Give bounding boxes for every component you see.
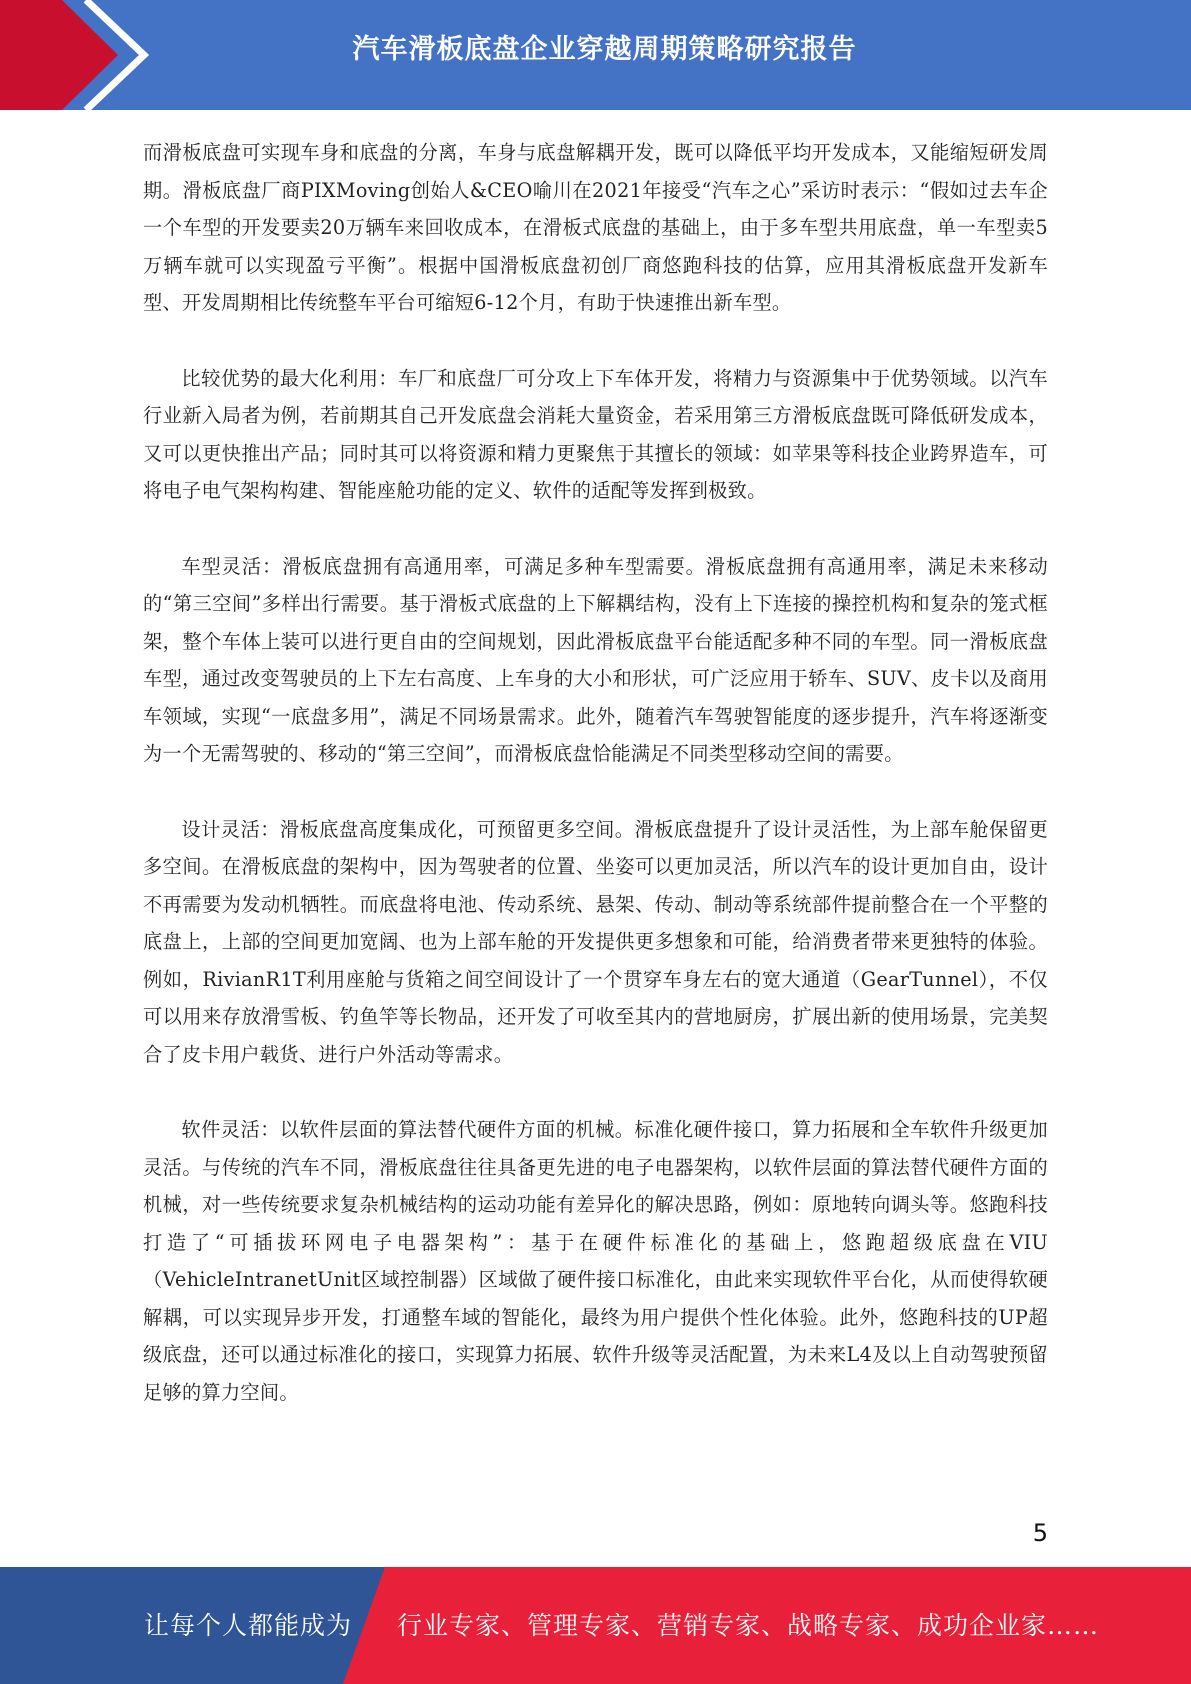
paragraph-model-flexibility: 车型灵活：滑板底盘拥有高通用率，可满足多种车型需要。滑板底盘拥有高通用率，满足未来移动的“第三空间”多样出行需要。基于滑板式底盘的上下解耦结构，没有上下连接的操控机构和复杂的笼式框架，整个车体上装可以进行更自由的空间规划，因此滑板底盘平台能适配多种不同的车型。同一滑板底盘车型，通过改变驾驶员的上下左右高度、上车身的大小和形状，可广泛应用于轿车、SUV、皮卡以及商用车领域，实现“一底盘多用”，满足不同场景需求。此外，随着汽车驾驶智能度的逐步提升，汽车将逐渐变为一个无需驾驶的、移动的“第三空间”，而滑板底盘恰能满足不同类型移动空间的需要。 bbox=[143, 554, 1048, 765]
paragraph-chassis-decoupling: 而滑板底盘可实现车身和底盘的分离，车身与底盘解耦开发，既可以降低平均开发成本，又能缩短研发周期。滑板底盘厂商PIXMoving创始人&CEO喻川在2021年接受“汽车之心”采访时表示：“假如过去车企一个车型的开发要卖20万辆车来回收成本，在滑板式底盘的基础上，由于多车型共用底盘，单一车型卖5万辆车就可以实现盈亏平衡”。根据中国滑板底盘初创厂商悠跑科技的估算，应用其滑板底盘开发新车型、开发周期相比传统整车平台可缩短6-12个月，有助于快速推出新车型。 bbox=[143, 141, 1048, 314]
report-title: 汽车滑板底盘企业穿越周期策略研究报告 bbox=[352, 34, 857, 65]
paragraph-software-flexibility: 软件灵活：以软件层面的算法替代硬件方面的机械。标准化硬件接口，算力拓展和全车软件升级更加灵活。与传统的汽车不同，滑板底盘往往具备更先进的电子电器架构，以软件层面的算法替代硬件方面的机械，对一些传统要求复杂机械结构的运动功能有差异化的解决思路，例如：原地转向调头等。悠跑科技打造了“可插拔环网电子电器架构”：基于在硬件标准化的基础上，悠跑超级底盘在VIU（VehicleIntranetUnit区域控制器）区域做了硬件接口标准化，由此来实现软件平台化，从而使得软硬解耦，可以实现异步开发，打通整车域的智能化，最终为用户提供个性化体验。此外，悠跑科技的UP超级底盘，还可以通过标准化的接口，实现算力拓展、软件升级等灵活配置，为未来L4及以上自动驾驶预留足够的算力空间。 bbox=[143, 1118, 1048, 1404]
page-header bbox=[0, 0, 1191, 110]
paragraph-comparative-advantage: 比较优势的最大化利用：车厂和底盘厂可分攻上下车体开发，将精力与资源集中于优势领域。以汽车行业新入局者为例，若前期其自己开发底盘会消耗大量资金，若采用第三方滑板底盘既可降低研发成本，又可以更快推出产品；同时其可以将资源和精力更聚焦于其擅长的领域：如苹果等科技企业跨界造车，可将电子电气架构构建、智能座舱功能的定义、软件的适配等发挥到极致。 bbox=[143, 366, 1048, 502]
page-number: 5 bbox=[1032, 1519, 1048, 1547]
footer-slogan-left: 让每个人都能成为 bbox=[144, 1611, 353, 1640]
paragraph-design-flexibility: 设计灵活：滑板底盘高度集成化，可预留更多空间。滑板底盘提升了设计灵活性，为上部车舱保留更多空间。在滑板底盘的架构中，因为驾驶者的位置、坐姿可以更加灵活，所以汽车的设计更加自由，设计不再需要为发动机牺牲。而底盘将电池、传动系统、悬架、传动、制动等系统部件提前整合在一个平整的底盘上，上部的空间更加宽阔、也为上部车舱的开发提供更多想象和可能，给消费者带来更独特的体验。例如，RivianR1T利用座舱与货箱之间空间设计了一个贯穿车身左右的宽大通道（GearTunnel），不仅可以用来存放滑雪板、钓鱼竿等长物品，还开发了可收至其内的营地厨房，扩展出新的使用场景，完美契合了皮卡用户载货、进行户外活动等需求。 bbox=[143, 817, 1048, 1066]
footer-slogan-right: 行业专家、管理专家、营销专家、战略专家、成功企业家…… bbox=[397, 1611, 1100, 1640]
document-body bbox=[143, 134, 1048, 1449]
page-footer bbox=[0, 1567, 1191, 1684]
